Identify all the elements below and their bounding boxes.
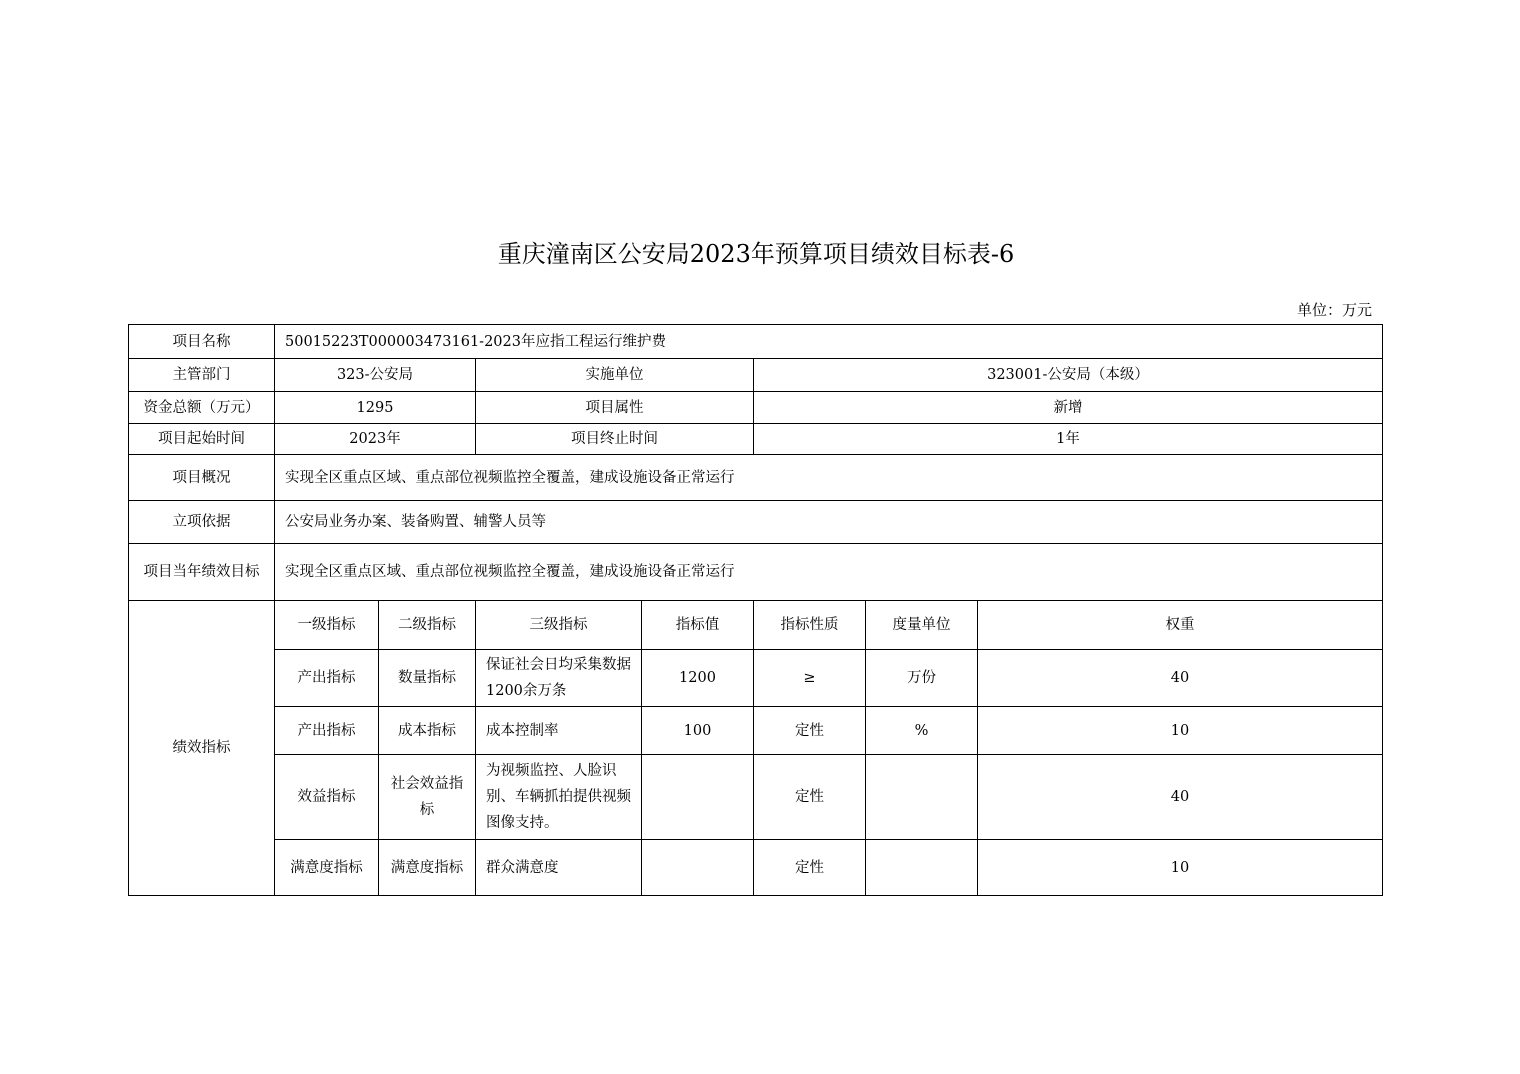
goal-value: 实现全区重点区域、重点部位视频监控全覆盖，建成设施设备正常运行 xyxy=(275,544,1383,601)
end-value: 1年 xyxy=(754,424,1383,455)
nature-cell: ≥ xyxy=(754,650,866,707)
weight-cell: 10 xyxy=(978,707,1383,755)
project-name-value: 50015223T000003473161-2023年应指工程运行维护费 xyxy=(275,325,1383,359)
project-name-label: 项目名称 xyxy=(129,325,275,359)
indicators-section-label: 绩效指标 xyxy=(129,601,275,896)
goal-label: 项目当年绩效目标 xyxy=(129,544,275,601)
table-row xyxy=(129,544,1383,601)
level1-cell: 效益指标 xyxy=(275,755,379,840)
attr-value: 新增 xyxy=(754,392,1383,424)
level1-cell: 满意度指标 xyxy=(275,840,379,896)
indicator-row xyxy=(129,650,1383,707)
indicator-row xyxy=(129,755,1383,840)
header-level3: 三级指标 xyxy=(476,601,642,650)
level2-cell: 成本指标 xyxy=(379,707,476,755)
weight-cell: 40 xyxy=(978,755,1383,840)
level3-cell: 群众满意度 xyxy=(476,840,642,896)
unit-cell: 万份 xyxy=(866,650,978,707)
basis-label: 立项依据 xyxy=(129,501,275,544)
value-cell xyxy=(642,840,754,896)
table-row xyxy=(129,501,1383,544)
dept-value: 323-公安局 xyxy=(275,359,476,392)
indicator-row xyxy=(129,840,1383,896)
fund-value: 1295 xyxy=(275,392,476,424)
table-row xyxy=(129,325,1383,359)
fund-label: 资金总额（万元） xyxy=(129,392,275,424)
header-level1: 一级指标 xyxy=(275,601,379,650)
basis-value: 公安局业务办案、装备购置、辅警人员等 xyxy=(275,501,1383,544)
start-value: 2023年 xyxy=(275,424,476,455)
impl-value: 323001-公安局（本级） xyxy=(754,359,1383,392)
dept-label: 主管部门 xyxy=(129,359,275,392)
unit-cell xyxy=(866,755,978,840)
header-weight: 权重 xyxy=(978,601,1383,650)
impl-label: 实施单位 xyxy=(476,359,754,392)
level3-cell: 保证社会日均采集数据1200余万条 xyxy=(476,650,642,707)
header-value: 指标值 xyxy=(642,601,754,650)
level1-cell: 产出指标 xyxy=(275,707,379,755)
unit-cell: % xyxy=(866,707,978,755)
table-row xyxy=(129,392,1383,424)
header-level2: 二级指标 xyxy=(379,601,476,650)
value-cell: 1200 xyxy=(642,650,754,707)
level2-cell: 社会效益指标 xyxy=(379,755,476,840)
level2-cell: 数量指标 xyxy=(379,650,476,707)
end-label: 项目终止时间 xyxy=(476,424,754,455)
attr-label: 项目属性 xyxy=(476,392,754,424)
weight-cell: 40 xyxy=(978,650,1383,707)
overview-label: 项目概况 xyxy=(129,455,275,501)
nature-cell: 定性 xyxy=(754,840,866,896)
indicator-header-row xyxy=(129,601,1383,650)
value-cell xyxy=(642,755,754,840)
table-row xyxy=(129,359,1383,392)
table-row xyxy=(129,424,1383,455)
level1-cell: 产出指标 xyxy=(275,650,379,707)
start-label: 项目起始时间 xyxy=(129,424,275,455)
table-row xyxy=(129,455,1383,501)
indicator-row xyxy=(129,707,1383,755)
page-title: 重庆潼南区公安局2023年预算项目绩效目标表-6 xyxy=(497,240,1015,268)
nature-cell: 定性 xyxy=(754,755,866,840)
unit-label: 单位：万元 xyxy=(1296,301,1372,319)
value-cell: 100 xyxy=(642,707,754,755)
weight-cell: 10 xyxy=(978,840,1383,896)
unit-cell xyxy=(866,840,978,896)
header-unit: 度量单位 xyxy=(866,601,978,650)
level2-cell: 满意度指标 xyxy=(379,840,476,896)
level3-cell: 成本控制率 xyxy=(476,707,642,755)
header-nature: 指标性质 xyxy=(754,601,866,650)
level3-cell: 为视频监控、人脸识别、车辆抓拍提供视频图像支持。 xyxy=(476,755,642,840)
performance-table xyxy=(128,324,1383,896)
overview-value: 实现全区重点区域、重点部位视频监控全覆盖，建成设施设备正常运行 xyxy=(275,455,1383,501)
nature-cell: 定性 xyxy=(754,707,866,755)
